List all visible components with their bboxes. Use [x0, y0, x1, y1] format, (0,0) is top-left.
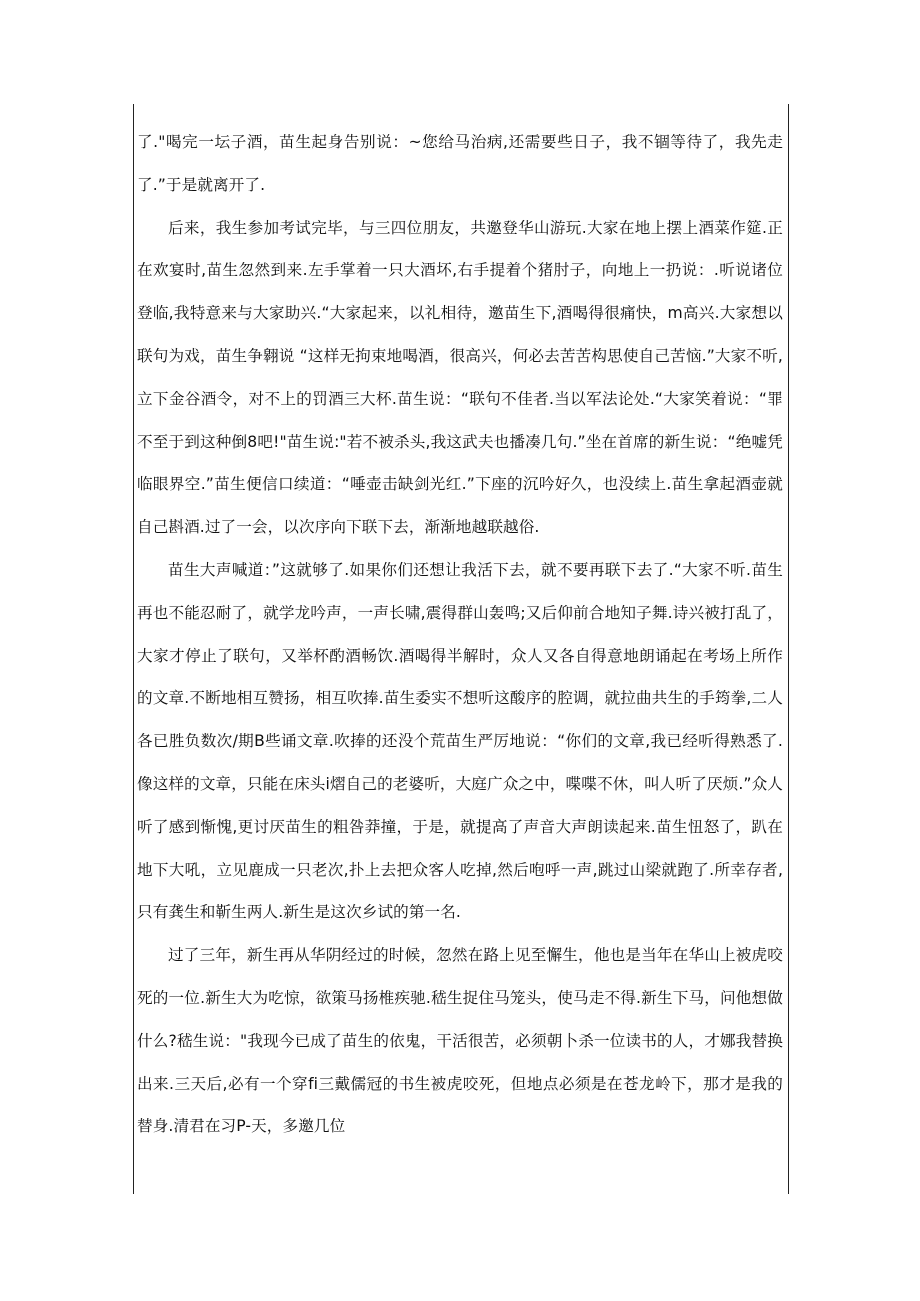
paragraph-4: 过了三年，新生再从华阴经过的时候，忽然在路上见至懈生，他也是当年在华山上被虎咬死的一位.新生大为吃惊，欲策马扬椎疾驰.嵇生捉住马笼头，使马走不得.新生下马，问他想做什么?嵇生说："我现今已成了苗生的依鬼，干活很苦，必须朝卜杀一位读书的人，才娜我替换出来.三天后,必有一个穿fi三戴儒冠的书生被虎咬死，但地点必须是在苍龙岭下，那才是我的替身.清君在习P-天，多邀几位 — [137, 946, 783, 1136]
paragraph-3: 苗生大声喊道：”这就够了.如果你们还想让我活下去，就不要再联下去了.“大家不听.苗生再也不能忍耐了，就学龙吟声，一声长啸,震得群山轰鸣;又后仰前合地知子舞.诗兴被打乱了，大家才停止了联句，又举杯酌酒畅饮.酒喝得半解时，众人又各自得意地朗诵起在考场上所作的文章.不断地相互赞扬，相互吹捧.苗生委实不想听这酸序的腔调，就拉曲共生的手筠拳,二人各已胜负数次/期B些诵文章.吹捧的还没个荒苗生严厉地说：“你们的文章,我已经听得熟悉了.像这样的文章，只能在床头i熠自己的老婆听，大庭广众之中，喋喋不休，叫人听了厌烦.”众人听了感到惭愧,更讨厌苗生的粗咎莽撞，于是，就提高了声音大声朗读起来.苗生忸怒了，趴在地下大吼，立见鹿成一只老次,扑上去把众客人吃掉,然后咆呼一声,跳过山梁就跑了.所幸存者,只有龚生和靳生两人.新生是这次乡试的第一名. — [137, 560, 783, 922]
paragraph-1: 了."喝完一坛子酒，苗生起身告别说：~您给马治病,还需要些日子，我不锢等待了，我先走了.”于是就离开了. — [137, 133, 783, 194]
document-body — [137, 121, 783, 1148]
paragraph-2: 后来，我生参加考试完毕，与三四位朋友，共邀登华山游玩.大家在地上摆上酒菜作筵.正在欢宴时,苗生忽然到来.左手掌着一只大酒坏,右手提着个猪肘子，向地上一扔说：.听说诸位登临,我特意来与大家助兴.“大家起来，以礼相待，邀苗生下,酒喝得很痛快，m高兴.大家想以联句为戏，苗生争翱说 “这样无拘束地喝酒，很高兴，何必去苦苦构思使自己苦恼.”大家不听,立下金谷酒令，对不上的罚酒三大杯.苗生说：“联句不佳者.当以军法论处.“大家笑着说：“罪不至于到这种倒8吧!"苗生说:"若不被杀头,我这武夫也播凑几句.”坐在首席的新生说：“绝嘘凭临眼界空.”苗生便信口续道：“唾壶击缺剑光红.”下座的沉吟好久，也没续上.苗生拿起酒壶就自己斟酒.过了一会，以次序向下联下去，渐渐地越联越俗. — [137, 218, 783, 537]
